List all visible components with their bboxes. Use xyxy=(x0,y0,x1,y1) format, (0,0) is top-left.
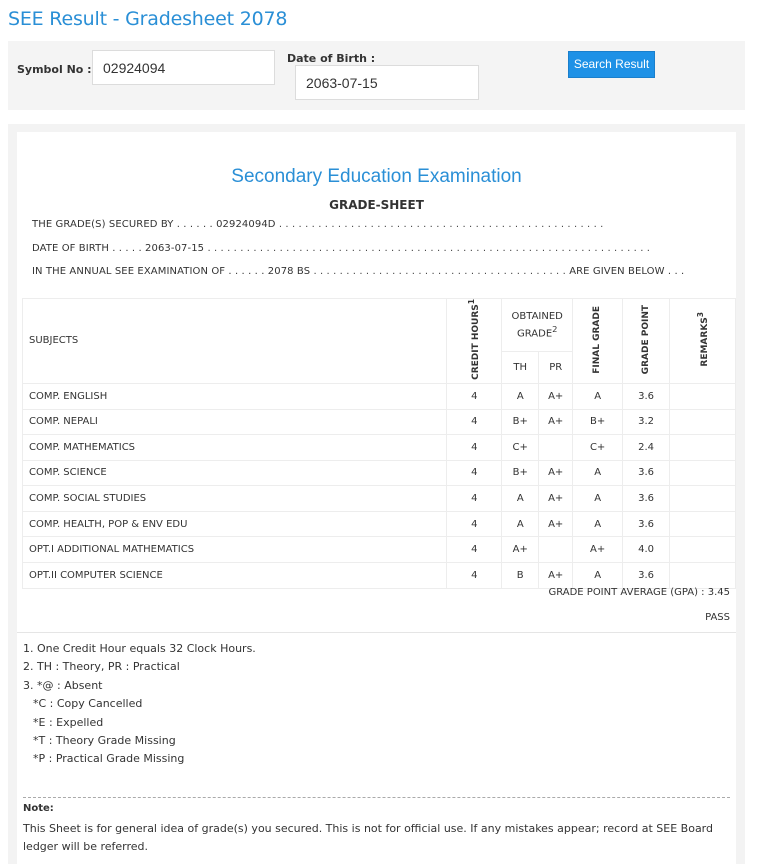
grades-body xyxy=(23,383,736,588)
grade-point-label: GRADE POINT xyxy=(640,304,651,375)
cell-subject: COMP. MATHEMATICS xyxy=(23,435,447,461)
final-grade-label: FINAL GRADE xyxy=(592,305,603,374)
cell-credit: 4 xyxy=(447,537,502,563)
cell-th: B+ xyxy=(502,409,539,435)
cell-gp: 3.6 xyxy=(623,486,670,512)
cell-subject: COMP. SCIENCE xyxy=(23,460,447,486)
note-item: *E : Expelled xyxy=(33,715,104,729)
table-row xyxy=(23,511,736,537)
cell-remarks xyxy=(670,563,736,589)
grade-sheet-title: GRADE-SHEET xyxy=(329,198,424,212)
cell-remarks xyxy=(670,435,736,461)
cell-final: A xyxy=(573,460,623,486)
cell-subject: COMP. NEPALI xyxy=(23,409,447,435)
pr-header: PR xyxy=(539,352,573,384)
table-row xyxy=(23,435,736,461)
cell-credit: 4 xyxy=(447,435,502,461)
credit-hours-header xyxy=(447,299,502,384)
cell-th: A+ xyxy=(502,537,539,563)
secured-by-line xyxy=(32,219,603,230)
subjects-header: SUBJECTS xyxy=(23,299,447,384)
cell-remarks xyxy=(670,409,736,435)
cell-credit: 4 xyxy=(447,383,502,409)
cell-gp: 3.6 xyxy=(623,460,670,486)
dob-dots: . . . . . . . . . . . . . . . . . . . . . . . . . . . . . . . . . . . . . . . . . . . . . . . . . . . . . . . . . . . . . . . . . . . . xyxy=(207,243,651,254)
cell-subject: OPT.I ADDITIONAL MATHEMATICS xyxy=(23,537,447,563)
cell-th: A xyxy=(502,486,539,512)
cell-pr: A+ xyxy=(539,409,573,435)
secured-value: 02924094D xyxy=(216,219,276,230)
cell-gp: 4.0 xyxy=(623,537,670,563)
note-item: *P : Practical Grade Missing xyxy=(33,752,185,766)
page-title: SEE Result - Gradesheet 2078 xyxy=(8,8,288,30)
note-item: *C : Copy Cancelled xyxy=(33,697,143,711)
cell-final: B+ xyxy=(573,409,623,435)
result-panel xyxy=(8,124,745,864)
exam-prefix: IN THE ANNUAL SEE EXAMINATION OF . . . . . . xyxy=(32,266,265,277)
note-label: Note: xyxy=(23,803,54,814)
cell-pr: A+ xyxy=(539,486,573,512)
cell-pr: A+ xyxy=(539,511,573,537)
symbol-input[interactable] xyxy=(92,50,275,85)
note-item: 1. One Credit Hour equals 32 Clock Hours. xyxy=(23,642,256,655)
exam-dots: . . . . . . . . . . . . . . . . . . . . . . . . . . . . . . . . . . . . . . . xyxy=(313,266,566,277)
table-row xyxy=(23,409,736,435)
secured-dots: . . . . . . . . . . . . . . . . . . . . . . . . . . . . . . . . . . . . . . . . . . . . . . . . . . xyxy=(278,219,604,230)
cell-pr xyxy=(539,435,573,461)
dob-line xyxy=(32,243,650,254)
cell-th: A xyxy=(502,511,539,537)
exam-title: Secondary Education Examination xyxy=(231,166,522,187)
remarks-label: REMARKS xyxy=(699,317,710,367)
cell-pr: A+ xyxy=(539,563,573,589)
cell-final: A xyxy=(573,563,623,589)
table-row xyxy=(23,563,736,589)
obtained-grade-sup: 2 xyxy=(552,323,558,334)
gpa-text: GRADE POINT AVERAGE (GPA) : 3.45 xyxy=(548,587,730,598)
note-item: *T : Theory Grade Missing xyxy=(33,733,176,747)
cell-credit: 4 xyxy=(447,486,502,512)
cell-final: A+ xyxy=(573,537,623,563)
remarks-header xyxy=(670,299,736,384)
credit-hours-label: CREDIT HOURS xyxy=(471,304,482,380)
exam-line xyxy=(32,266,684,277)
obtained-grade-header xyxy=(502,299,573,352)
table-row xyxy=(23,486,736,512)
cell-subject: COMP. ENGLISH xyxy=(23,383,447,409)
cell-remarks xyxy=(670,537,736,563)
result-status: PASS xyxy=(705,612,730,623)
cell-remarks xyxy=(670,460,736,486)
dob-prefix: DATE OF BIRTH . . . . . xyxy=(32,243,142,254)
cell-gp: 3.2 xyxy=(623,409,670,435)
secured-prefix: THE GRADE(S) SECURED BY . . . . . . xyxy=(32,219,213,230)
table-row xyxy=(23,537,736,563)
exam-suffix: ARE GIVEN BELOW . . . xyxy=(569,266,685,277)
cell-pr xyxy=(539,537,573,563)
dashed-divider xyxy=(23,797,730,798)
cell-final: A xyxy=(573,383,623,409)
remarks-sup: 3 xyxy=(695,312,705,318)
cell-final: A xyxy=(573,511,623,537)
cell-final: A xyxy=(573,486,623,512)
grade-sheet xyxy=(17,132,736,864)
obtained-grade-label: OBTAINED GRADE xyxy=(511,310,563,340)
search-result-button[interactable]: Search Result xyxy=(568,51,655,78)
cell-pr: A+ xyxy=(539,460,573,486)
divider xyxy=(17,632,736,633)
exam-year: 2078 BS xyxy=(267,266,311,277)
cell-gp: 3.6 xyxy=(623,511,670,537)
final-grade-header xyxy=(573,299,623,384)
cell-gp: 3.6 xyxy=(623,383,670,409)
note-item: 2. TH : Theory, PR : Practical xyxy=(23,660,180,674)
cell-subject: COMP. HEALTH, POP & ENV EDU xyxy=(23,511,447,537)
cell-credit: 4 xyxy=(447,409,502,435)
cell-gp: 3.6 xyxy=(623,563,670,589)
cell-remarks xyxy=(670,511,736,537)
credit-hours-sup: 1 xyxy=(467,299,477,305)
dob-input[interactable] xyxy=(295,65,479,100)
cell-gp: 2.4 xyxy=(623,435,670,461)
cell-credit: 4 xyxy=(447,511,502,537)
cell-th: B+ xyxy=(502,460,539,486)
cell-subject: OPT.II COMPUTER SCIENCE xyxy=(23,563,447,589)
cell-credit: 4 xyxy=(447,563,502,589)
cell-th: A xyxy=(502,383,539,409)
dob-value: 2063-07-15 xyxy=(145,243,205,254)
cell-final: C+ xyxy=(573,435,623,461)
cell-remarks xyxy=(670,383,736,409)
cell-pr: A+ xyxy=(539,383,573,409)
legend-notes xyxy=(23,640,256,769)
cell-remarks xyxy=(670,486,736,512)
symbol-label: Symbol No : xyxy=(17,63,92,76)
grades-table xyxy=(22,298,736,589)
th-header: TH xyxy=(502,352,539,384)
grade-point-header xyxy=(623,299,670,384)
cell-th: C+ xyxy=(502,435,539,461)
cell-th: B xyxy=(502,563,539,589)
search-form xyxy=(8,41,745,110)
table-row xyxy=(23,460,736,486)
cell-credit: 4 xyxy=(447,460,502,486)
table-row xyxy=(23,383,736,409)
dob-label: Date of Birth : xyxy=(287,52,376,65)
note-text: This Sheet is for general idea of grade(s) you secured. This is not for official use. If any mistakes appear; record at SEE Board ledger will be referred. xyxy=(23,822,713,853)
cell-subject: COMP. SOCIAL STUDIES xyxy=(23,486,447,512)
note-item: 3. *@ : Absent xyxy=(23,678,103,692)
